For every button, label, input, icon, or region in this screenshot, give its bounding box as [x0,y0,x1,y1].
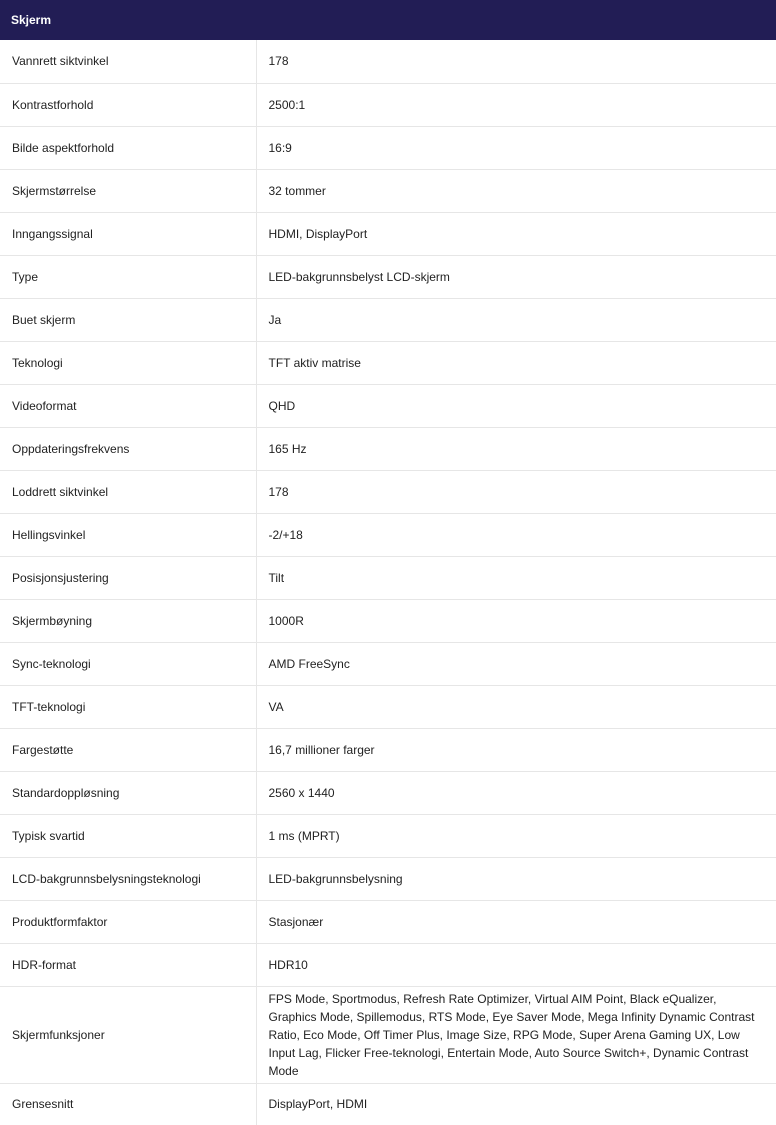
spec-value: TFT aktiv matrise [256,341,776,384]
spec-row [0,900,776,943]
spec-value: 16,7 millioner farger [256,728,776,771]
spec-row [0,212,776,255]
spec-label: HDR-format [0,943,256,986]
spec-value: -2/+18 [256,513,776,556]
spec-label: Videoformat [0,384,256,427]
spec-value: Stasjonær [256,900,776,943]
spec-row [0,126,776,169]
spec-row [0,83,776,126]
spec-value: 1 ms (MPRT) [256,814,776,857]
spec-value: DisplayPort, HDMI [268,1097,368,1112]
spec-row [0,384,776,427]
spec-label: Skjermfunksjoner [0,986,256,1083]
spec-value: 178 [256,470,776,513]
spec-label: Posisjonsjustering [0,556,256,599]
spec-value: Tilt [256,556,776,599]
spec-value: Ja [256,298,776,341]
spec-row [0,943,776,986]
spec-row [0,255,776,298]
spec-label: Produktformfaktor [0,900,256,943]
spec-row [0,298,776,341]
spec-value: LED-bakgrunnsbelyst LCD-skjerm [256,255,776,298]
spec-label: Loddrett siktvinkel [0,470,256,513]
spec-value: HDR10 [256,943,776,986]
spec-label: Standardoppløsning [0,771,256,814]
spec-value: LED-bakgrunnsbelysning [256,857,776,900]
spec-row [0,814,776,857]
spec-value: 1000R [256,599,776,642]
spec-label: Bilde aspektforhold [0,126,256,169]
spec-label: Fargestøtte [0,728,256,771]
spec-label: LCD-bakgrunnsbelysningsteknologi [0,857,256,900]
spec-row [0,1083,776,1125]
spec-label: Typisk svartid [0,814,256,857]
spec-row [0,341,776,384]
spec-label: Sync-teknologi [0,642,256,685]
spec-label: Type [0,255,256,298]
spec-label: Skjermstørrelse [0,169,256,212]
spec-label: Buet skjerm [0,298,256,341]
spec-label: Oppdateringsfrekvens [0,427,256,470]
spec-label: Skjermbøyning [0,599,256,642]
spec-table [0,40,776,1125]
spec-value: 2500:1 [256,83,776,126]
spec-label: TFT-teknologi [0,685,256,728]
spec-label: Grensesnitt [0,1083,256,1125]
spec-row [0,169,776,212]
section-header: Skjerm [0,0,776,40]
spec-row [0,685,776,728]
spec-value: QHD [256,384,776,427]
spec-label: Teknologi [0,341,256,384]
spec-value: HDMI, DisplayPort [256,212,776,255]
spec-row [0,771,776,814]
spec-label: Inngangssignal [0,212,256,255]
spec-row [0,986,776,1083]
spec-value: 16:9 [256,126,776,169]
spec-row [0,513,776,556]
spec-value: 178 [256,40,776,83]
spec-row [0,470,776,513]
spec-value: 165 Hz [256,427,776,470]
spec-value: AMD FreeSync [256,642,776,685]
spec-row [0,642,776,685]
spec-row [0,40,776,83]
spec-row [0,556,776,599]
spec-value: FPS Mode, Sportmodus, Refresh Rate Optimizer, Virtual AIM Point, Black eQualizer, Graphics Mode, Spillemodus, RTS Mode, Eye Saver Mode, Mega Infinity Dynamic Contrast Ratio, Eco Mode, Off Timer Plus, Image Size, RPG Mode, Super Arena Gaming UX, Low Input Lag, Flicker Free-teknologi, Entertain Mode, Auto Source Switch+, Dynamic Contrast Mode [256,986,776,1083]
spec-label: Hellingsvinkel [0,513,256,556]
spec-value: VA [256,685,776,728]
spec-row [0,599,776,642]
spec-label: Kontrastforhold [0,83,256,126]
spec-value: 2560 x 1440 [256,771,776,814]
spec-row [0,427,776,470]
spec-row [0,857,776,900]
spec-value: 32 tommer [256,169,776,212]
spec-label: Vannrett siktvinkel [0,40,256,83]
spec-row [0,728,776,771]
